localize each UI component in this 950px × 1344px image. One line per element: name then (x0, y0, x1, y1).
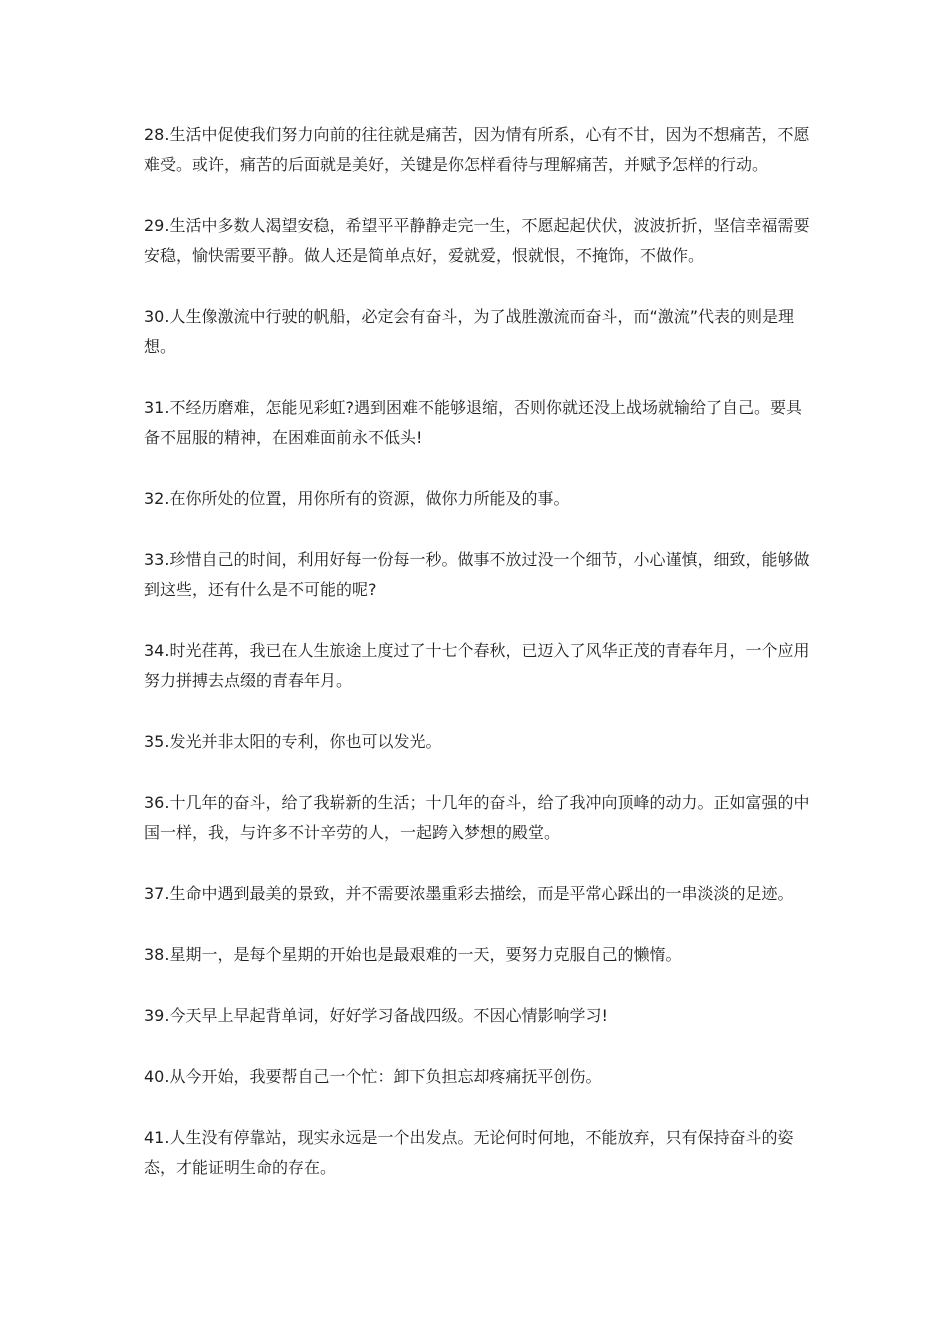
paragraph-37: 37.生命中遇到最美的景致，并不需要浓墨重彩去描绘，而是平常心踩出的一串淡淡的足迹。 (144, 884, 794, 903)
paragraph-33: 33.珍惜自己的时间，利用好每一份每一秒。做事不放过没一个细节，小心谨慎，细致，能够做到这些，还有什么是不可能的呢? (144, 550, 810, 599)
paragraph-36: 36.十几年的奋斗，给了我崭新的生活；十几年的奋斗，给了我冲向顶峰的动力。正如富强的中国一样，我，与许多不计辛劳的人，一起跨入梦想的殿堂。 (144, 793, 810, 842)
paragraph-30: 30.人生像激流中行驶的帆船，必定会有奋斗，为了战胜激流而奋斗，而“激流”代表的则是理想。 (144, 307, 795, 356)
paragraph-38: 38.星期一，是每个星期的开始也是最艰难的一天，要努力克服自己的懒惰。 (144, 945, 682, 964)
paragraph-39: 39.今天早上早起背单词，好好学习备战四级。不因心情影响学习! (144, 1006, 608, 1025)
paragraph-31: 31.不经历磨难，怎能见彩虹?遇到困难不能够退缩，否则你就还没上战场就输给了自己。要具备不屈服的精神，在困难面前永不低头! (144, 398, 802, 447)
paragraph-29: 29.生活中多数人渴望安稳，希望平平静静走完一生，不愿起起伏伏，波波折折，坚信幸福需要安稳，愉快需要平静。做人还是简单点好，爱就爱，恨就恨，不掩饰，不做作。 (144, 216, 810, 265)
paragraph-28: 28.生活中促使我们努力向前的往往就是痛苦，因为情有所系，心有不甘，因为不想痛苦，不愿难受。或许，痛苦的后面就是美好，关键是你怎样看待与理解痛苦，并赋予怎样的行动。 (144, 125, 810, 174)
paragraph-41: 41.人生没有停靠站，现实永远是一个出发点。无论何时何地，不能放弃，只有保持奋斗的姿态，才能证明生命的存在。 (144, 1128, 794, 1177)
paragraph-35: 35.发光并非太阳的专利，你也可以发光。 (144, 732, 442, 751)
document-body (144, 120, 814, 1214)
paragraph-40: 40.从今开始，我要帮自己一个忙：卸下负担忘却疼痛抚平创伤。 (144, 1067, 602, 1086)
paragraph-32: 32.在你所处的位置，用你所有的资源，做你力所能及的事。 (144, 489, 570, 508)
paragraph-34: 34.时光荏苒，我已在人生旅途上度过了十七个春秋，已迈入了风华正茂的青春年月，一个应用努力拼搏去点缀的青春年月。 (144, 641, 810, 690)
